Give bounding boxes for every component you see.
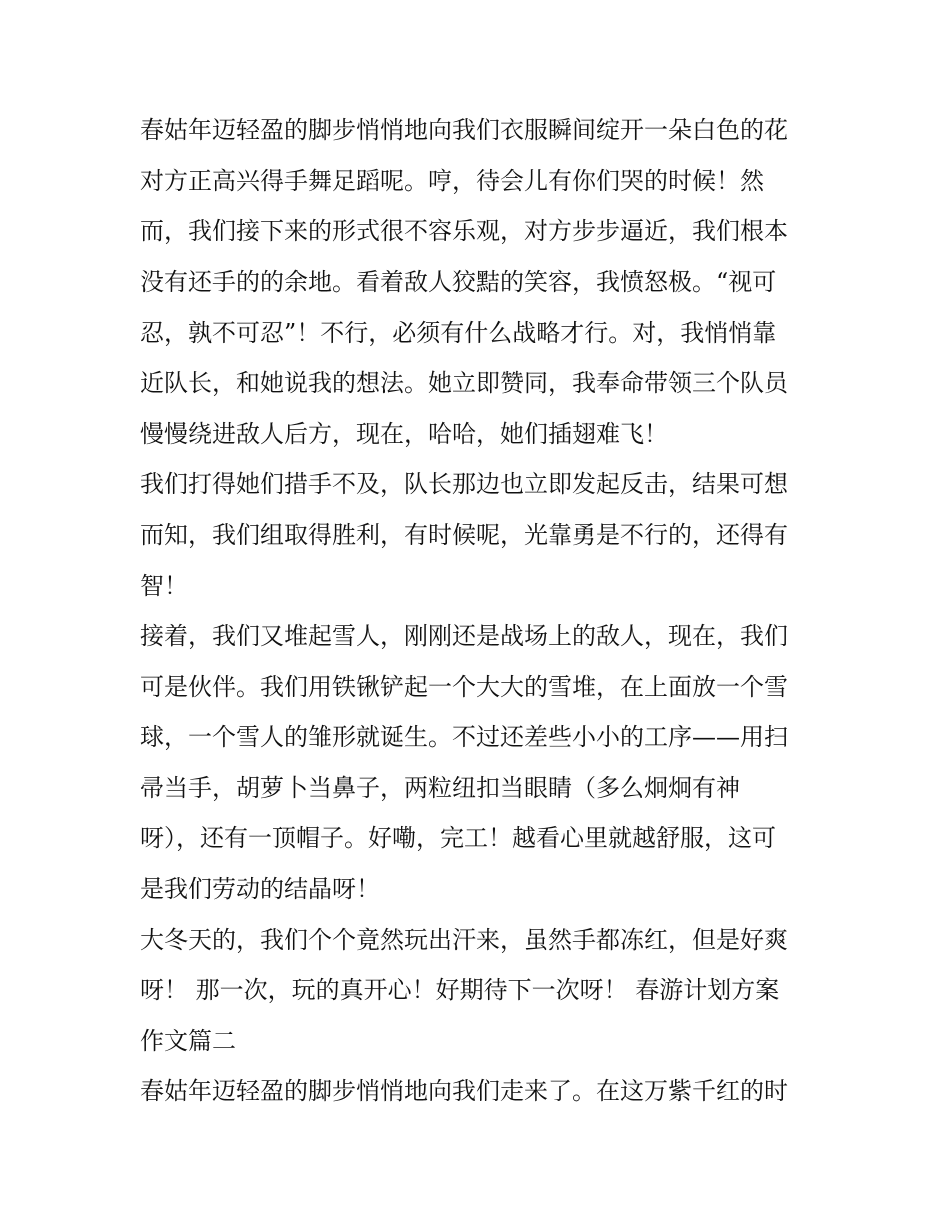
text-line: 而，我们接下来的形式很不容乐观，对方步步逼近，我们根本 (140, 217, 788, 245)
text-line: 忍，孰不可忍”！不行，必须有什么战略才行。对，我悄悄靠 (140, 319, 777, 347)
text-line: 慢慢绕进敌人后方，现在，哈哈，她们插翅难飞！ (140, 420, 668, 448)
text-line: 帚当手，胡萝卜当鼻子，两粒纽扣当眼睛（多么炯炯有神 (140, 774, 740, 802)
text-line: 而知，我们组取得胜利，有时候呢，光靠勇是不行的，还得有 (140, 521, 788, 549)
text-line: 春姑年迈轻盈的脚步悄悄地向我们走来了。在这万紫千红的时 (140, 1077, 788, 1105)
text-line: 没有还手的的余地。看着敌人狡黠的笑容，我愤怒极。“视可 (140, 268, 777, 296)
text-line: 可是伙伴。我们用铁锹铲起一个大大的雪堆，在上面放一个雪 (140, 673, 788, 701)
text-line: 近队长，和她说我的想法。她立即赞同，我奉命带领三个队员 (140, 369, 788, 397)
text-line: 呀！ 那一次，玩的真开心！好期待下一次呀！ 春游计划方案 (140, 976, 780, 1004)
text-line: 对方正高兴得手舞足蹈呢。哼，待会儿有你们哭的时候！然 (140, 167, 764, 195)
text-line: 智！ (140, 572, 188, 600)
text-line: 我们打得她们措手不及，队长那边也立即发起反击，结果可想 (140, 470, 788, 498)
text-line: 呀），还有一顶帽子。好嘞，完工！越看心里就越舒服，这可 (140, 824, 776, 852)
text-line: 作文篇二 (140, 1027, 236, 1055)
text-line: 大冬天的，我们个个竟然玩出汗来，虽然手都冻红，但是好爽 (140, 926, 788, 954)
text-line: 球，一个雪人的雏形就诞生。不过还差些小小的工序——用扫 (140, 723, 788, 751)
text-line: 春姑年迈轻盈的脚步悄悄地向我们衣服瞬间绽开一朵白色的花 (140, 116, 788, 144)
text-line: 是我们劳动的结晶呀！ (140, 875, 380, 903)
text-line: 接着，我们又堆起雪人，刚刚还是战场上的敌人，现在，我们 (140, 622, 788, 650)
